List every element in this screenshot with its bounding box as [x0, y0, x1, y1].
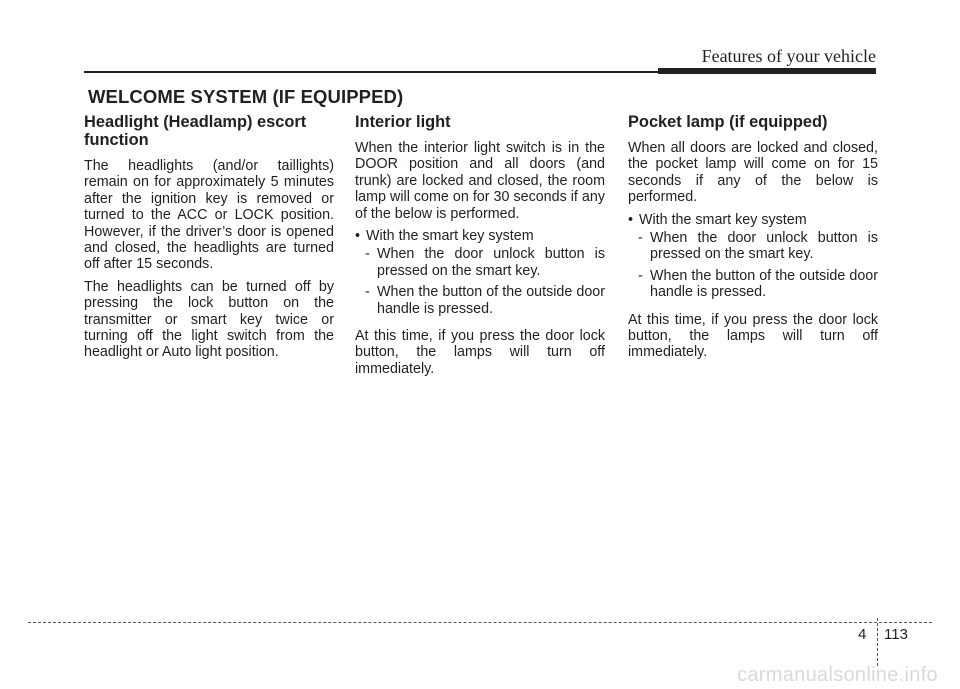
page-number: 113	[884, 626, 908, 643]
bullet-item: • With the smart key system	[628, 212, 878, 228]
header-rule-accent	[658, 68, 876, 74]
bullet-item: • With the smart key system	[355, 228, 605, 244]
dash-marker: -	[365, 246, 370, 263]
column-interior-light	[355, 112, 605, 383]
body-paragraph: The headlights can be turned off by pressing the lock button on the transmitter or smart key twice or turning off the light switch from the headlight or Auto light position.	[84, 278, 334, 361]
dash-marker: -	[638, 230, 643, 247]
body-paragraph: At this time, if you press the door lock button, the lamps will turn off immediately.	[355, 328, 605, 377]
body-paragraph: The headlights (and/or taillights) remain on for approximately 5 minutes after the ignition key is removed or turned to the ACC or LOCK position. However, if the driver’s door is opened and closed, the headlights are turned off after 15 seconds.	[84, 158, 334, 273]
sub-list-item-text: When the button of the outside door handle is pressed.	[650, 267, 878, 301]
sub-list-item	[355, 246, 605, 279]
section-title: WELCOME SYSTEM (IF EQUIPPED)	[88, 86, 404, 107]
subsection-heading: Headlight (Headlamp) escort function	[84, 113, 307, 149]
subsection-heading: Pocket lamp (if equipped)	[628, 113, 828, 131]
body-paragraph: At this time, if you press the door lock button, the lamps will turn off immediately.	[628, 311, 878, 361]
dash-marker: -	[638, 267, 643, 284]
chapter-number: 4	[858, 626, 867, 643]
body-paragraph: When all doors are locked and closed, the pocket lamp will come on for 15 seconds if any of the below is performed.	[628, 140, 878, 206]
sub-list-item	[628, 268, 878, 301]
subsection-heading: Interior light	[355, 113, 451, 131]
body-paragraph: When the interior light switch is in the DOOR position and all doors (and trunk) are locked and closed, the room lamp will come on for 30 seconds if any of the below is performed.	[355, 140, 605, 222]
running-header-title: Features of your vehicle	[701, 46, 876, 66]
dash-marker: -	[365, 284, 370, 301]
sub-list-item-text: When the door unlock button is pressed on the smart key.	[377, 246, 605, 279]
sub-list-item-text: When the door unlock button is pressed on the smart key.	[650, 230, 878, 263]
footer-rule	[28, 622, 932, 623]
column-headlight-escort	[84, 112, 334, 367]
sub-list-item	[355, 284, 605, 317]
sub-list-item-text: When the button of the outside door handle is pressed.	[377, 284, 605, 317]
watermark: carmanualsonline.info	[737, 664, 938, 686]
column-pocket-lamp	[628, 112, 878, 367]
sub-list-item	[628, 230, 878, 263]
footer-divider	[877, 618, 878, 666]
